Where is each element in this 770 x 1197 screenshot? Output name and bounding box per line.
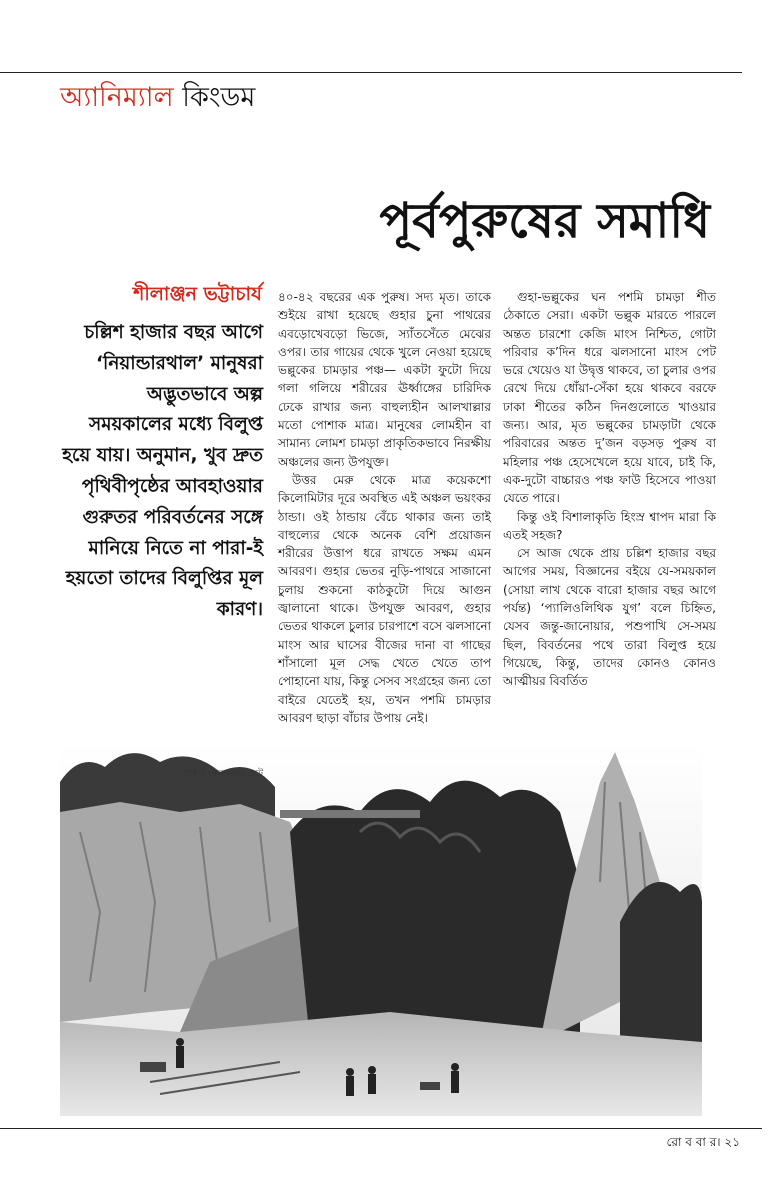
body-paragraph: উত্তর মেরু থেকে মাত্র কয়েকশো কিলোমিটার দূরে অবস্থিত এই অঞ্চল ভয়ংকর ঠান্ডা। ওই ঠান্ডায় বেঁচে থাকার জন্য তাই বাহুল্যের থেকে অনেক বেশি প্রয়োজন শরীরের উত্তাপ ধরে রাখতে সক্ষম এমন আবরণ। গুহার ভেতর নুড়ি-পাথরে সাজানো চুলায় শুকনো কাঠকুটো দিয়ে আগুন জ্বালানো থাকে। উপযুক্ত আবরণ, গুহার ভেতর থাকলে চুলার চারপাশে বসে ঝলসানো মাংস আর ঘাসের বীজের দানা বা গাছের শাঁসালো মূল সেদ্ধ খেতে খেতে তাপ পোহানো যায়, কিন্তু সেসব সংগ্রহের জন্য তো বাইরে যেতেই হয়, তখন পশমি চামড়ার আবরণ ছাড়া বাঁচার উপায় নেই। [278,472,491,725]
author-byline: শীলাঞ্জন ভট্টাচার্য [133,283,262,305]
body-column-1 [278,288,491,727]
body-paragraph: ৪০-৪২ বছরের এক পুরুষ। সদ্য মৃত। তাকে শুইয়ে রাখা হয়েছে গুহার চুনা পাথরের এবড়োখেবড়ো ভিজে, স্যাঁতসেঁতে মেঝের ওপর। তার গায়ের থেকে খুলে নেওয়া হয়েছে ভল্লুকের চামড়ার পঞ্চ— একটা ফুটো দিয়ে গলা গলিয়ে শরীরের ঊর্ধ্বাঙ্গের চারিদিক ঢেকে রাখার জন্য বাহুল্যহীন আলখাল্লার মতো পোশাক মাত্র। মানুষের লোমহীন বা সামান্য লোমশ চামড়া প্রাকৃতিকভাবে নিরক্ষীয় অঞ্চলের জন্য উপযুক্ত। [278,290,491,469]
body-paragraph: গুহা-ভল্লুকের ঘন পশমি চামড়া শীত ঠেকাতে সেরা। একটা ভল্লুক মারতে পারলে অন্তত চারশো কেজি মাংস নিশ্চিত, গোটা পরিবার ক’দিন ধরে ঝলসানো মাংস পেট ভরে খেয়েও যা উদ্বৃত্ত থাকবে, তা চুলার ওপর রেখে দিয়ে ধোঁয়া-সেঁকা হয়ে থাকবে বরফে ঢাকা শীতের কঠিন দিনগুলোতে খাওয়ার জন্য। আর, মৃত ভল্লুকের চামড়াটা থেকে পরিবারের অন্তত দু’জন বড়সড় পুরুষ বা মহিলার পঞ্চ হেসেখেলে হয়ে যাবে, চাই কি, এক-দুটো বাচ্চারও পঞ্চ ফাউ হিসেবে পাওয়া যেতে পারে। [503,290,716,506]
section-title-part1: অ্যানিম্যাল [60,82,174,113]
quarry-photo [60,742,702,1116]
page-folio: রো ব বা র। ২১ [666,1135,740,1149]
section-title [60,80,255,116]
top-rule [0,72,742,73]
photo-caption: খাইনা ফেল্ডহফার গ্রটে [184,769,263,779]
headline: পূর্বপুরুষের সমাধি [379,193,710,249]
intro-paragraph: চল্লিশ হাজার বছর আগে ‘নিয়ান্ডারথাল’ মানুষরা অদ্ভুতভাবে অল্প সময়কালের মধ্যে বিলুপ্ত হয়ে যায়। অনুমান, খুব দ্রুত পৃথিবীপৃষ্ঠের আবহাওয়ার গুরুতর পরিবর্তনের সঙ্গে মানিয়ে নিতে না পারা-ই হয়তো তাদের বিলুপ্তির মূল কারণ। [62,322,263,621]
body-paragraph: কিন্তু ওই বিশালাকৃতি হিংস্র শ্বাপদ মারা কি এতই সহজ? [503,509,716,542]
body-column-2 [503,288,716,691]
intro-deck [60,318,263,626]
body-paragraph: সে আজ থেকে প্রায় চল্লিশ হাজার বছর আগের সময়, বিজ্ঞানের বইয়ে যে-সময়কাল (সোয়া লাখ থেকে বারো হাজার বছর আগে পর্যন্ত) ‘প্যালিওলিথিক যুগ’ বলে চিহ্নিত, যেসব জন্তু-জানোয়ার, পশুপাখি সে-সময় ছিল, বিবর্তনের পথে তারা বিলুপ্ত হয়ে গিয়েছে, কিন্তু, তাদের কোনও কোনও আত্মীয়র বিবর্তিত [503,546,716,689]
bottom-rule [0,1128,762,1129]
section-title-part2: কিংডম [182,82,256,113]
